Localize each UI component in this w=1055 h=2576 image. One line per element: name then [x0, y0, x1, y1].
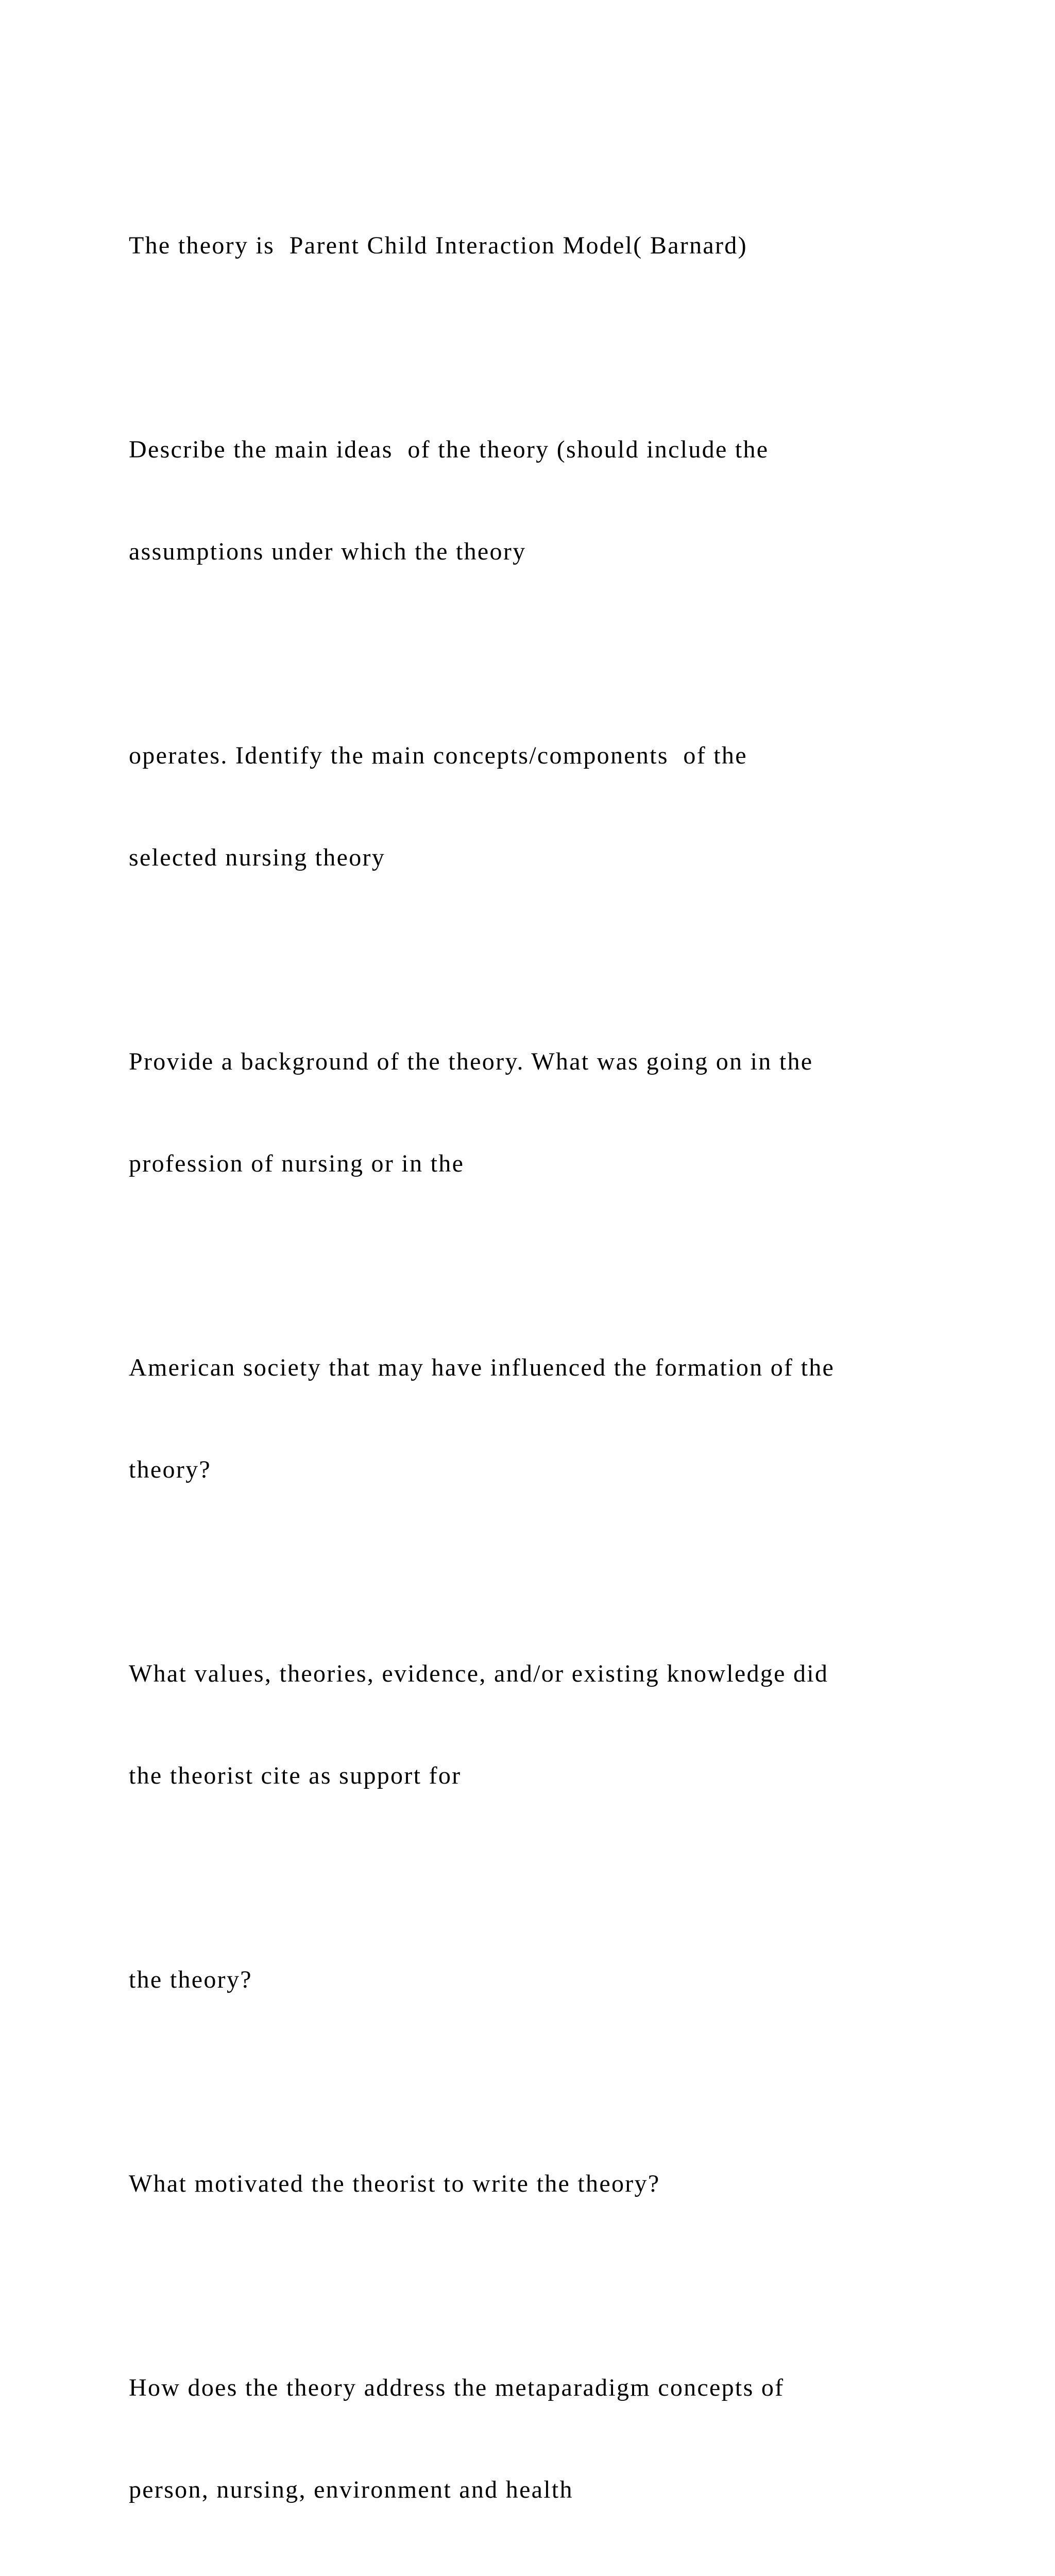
paragraph-background: [129, 977, 974, 1249]
text-line: selected nursing theory: [129, 844, 386, 871]
text-line: the theory?: [129, 1966, 252, 1993]
text-line: profession of nursing or in the: [129, 1150, 465, 1177]
paragraph-metaparadigm: [129, 2303, 974, 2575]
text-line: the theorist cite as support for: [129, 1762, 462, 1789]
paragraph-the-theory: [129, 1895, 974, 2065]
document-body: [129, 161, 974, 2576]
text-line: person, nursing, environment and health: [129, 2476, 573, 2503]
paragraph-concepts: [129, 671, 974, 943]
text-line: The theory is Parent Child Interaction Model( Barnard): [129, 232, 747, 259]
paragraph-american-society: [129, 1283, 974, 1555]
text-line: Describe the main ideas of the theory (should include the: [129, 436, 769, 463]
text-line: What motivated the theorist to write the theory?: [129, 2170, 660, 2197]
paragraph-values: [129, 1589, 974, 1861]
text-line: Provide a background of the theory. What was going on in the: [129, 1048, 813, 1075]
paragraph-theory-title: [129, 161, 974, 331]
text-line: assumptions under which the theory: [129, 538, 526, 565]
text-line: How does the theory address the metaparadigm concepts of: [129, 2374, 785, 2401]
paragraph-main-ideas: [129, 365, 974, 637]
text-line: What values, theories, evidence, and/or existing knowledge did: [129, 1660, 829, 1687]
text-line: operates. Identify the main concepts/components of the: [129, 742, 747, 769]
paragraph-motivation: [129, 2099, 974, 2269]
text-line: American society that may have influenced the formation of the: [129, 1354, 835, 1381]
text-line: theory?: [129, 1456, 212, 1483]
